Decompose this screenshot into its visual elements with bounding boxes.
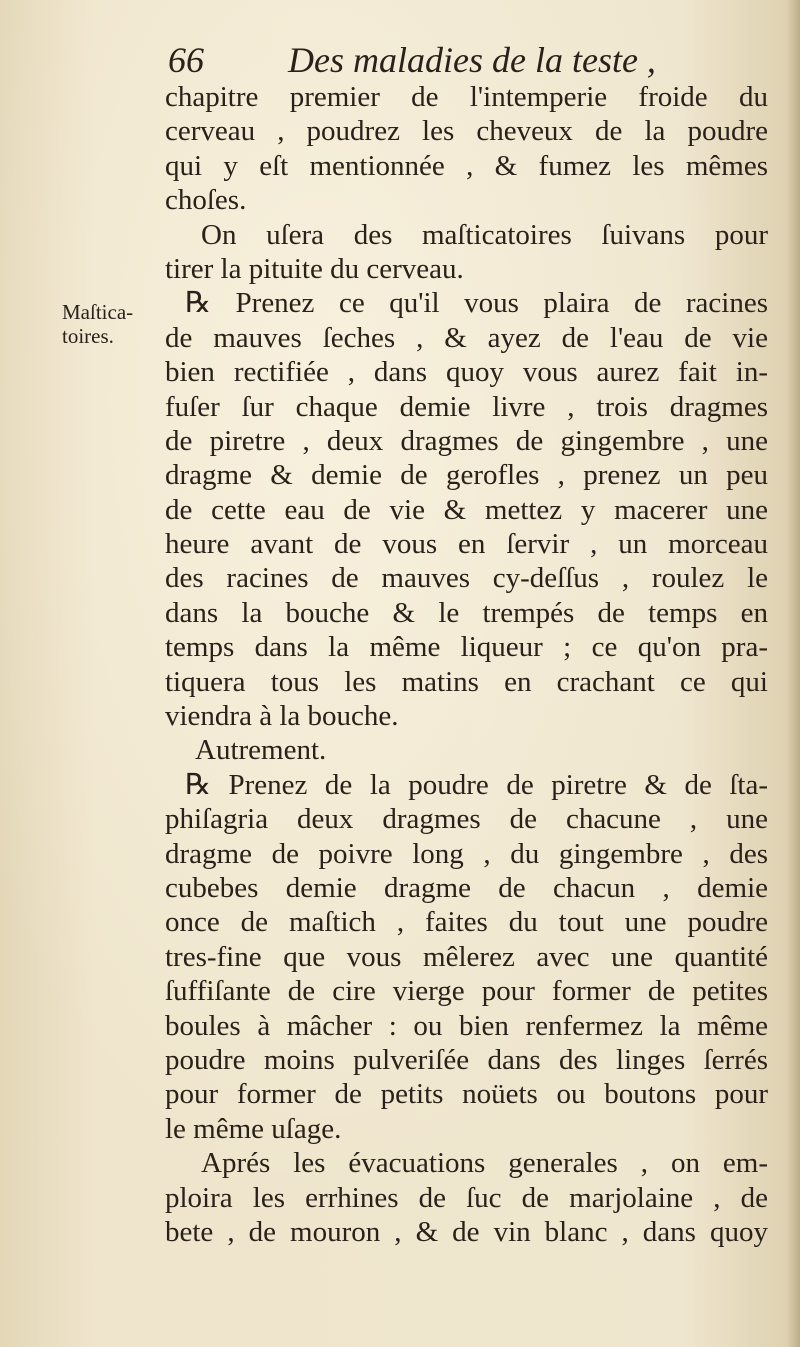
text-line: qui y eſt mentionnée , & fumez les mêmes <box>165 149 768 182</box>
text-line: des racines de mauves cy-deſſus , roulez le <box>165 562 768 595</box>
text-line: bien rectifiée , dans quoy vous aurez fait in- <box>165 356 768 389</box>
running-header <box>168 38 768 82</box>
text-line: poudre moins pulveriſée dans des linges ſerrés <box>165 1043 768 1076</box>
text-line: bete , de mouron , & de vin blanc , dans quoy <box>165 1215 768 1248</box>
text-line: once de maſtich , faites du tout une poudre <box>165 906 768 939</box>
text-line: heure avant de vous en ſervir , un morceau <box>165 528 768 561</box>
body-text <box>165 80 768 1249</box>
text-line: ℞ Prenez de la poudre de piretre & de ſta- <box>185 768 768 801</box>
text-line: phiſagria deux dragmes de chacune , une <box>165 803 768 836</box>
text-line: Aprés les évacuations generales , on em- <box>201 1147 768 1180</box>
text-line: chapitre premier de l'intemperie froide du <box>165 81 768 113</box>
text-line: choſes. <box>165 184 247 217</box>
text-line: pour former de petits noüets ou boutons pour <box>165 1078 768 1111</box>
text-line: tres-fine que vous mêlerez avec une quantité <box>165 940 768 973</box>
text-line: cerveau , poudrez les cheveux de la poudre <box>165 115 768 148</box>
text-line: dragme & demie de gerofles , prenez un peu <box>165 459 768 492</box>
text-line: ſuffiſante de cire vierge pour former de petites <box>165 975 768 1008</box>
text-line: dans la bouche & le trempés de temps en <box>165 596 768 629</box>
text-line: de mauves ſeches , & ayez de l'eau de vie <box>165 321 768 354</box>
page-edge-shadow <box>786 0 800 1347</box>
text-line: cubebes demie dragme de chacun , demie <box>165 871 768 904</box>
text-line: boules à mâcher : ou bien renfermez la même <box>165 1009 768 1042</box>
text-line: On uſera des maſticatoires ſuivans pour <box>201 218 768 251</box>
text-line: tiquera tous les matins en crachant ce qui <box>165 665 768 698</box>
text-line: viendra à la bouche. <box>165 700 399 733</box>
margin-note: Maſtica- toires. <box>62 300 134 348</box>
text-line: ℞ Prenez ce qu'il vous plaira de racines <box>185 287 768 320</box>
text-line: tirer la pituite du cerveau. <box>165 252 464 285</box>
text-line: dragme de poivre long , du gingembre , des <box>165 837 768 870</box>
text-line: le même uſage. <box>165 1112 342 1145</box>
text-line: temps dans la même liqueur ; ce qu'on pra- <box>165 631 768 664</box>
text-line: fuſer ſur chaque demie livre , trois dragmes <box>165 390 768 423</box>
page-number: 66 <box>168 40 204 80</box>
text-line: de cette eau de vie & mettez y macerer une <box>165 493 768 526</box>
running-title: Des maladies de la teste , <box>288 40 656 80</box>
text-line: ploira les errhines de ſuc de marjolaine , de <box>165 1181 768 1214</box>
text-line: de piretre , deux dragmes de gingembre , une <box>165 424 768 457</box>
section-heading: Autrement. <box>195 734 327 767</box>
